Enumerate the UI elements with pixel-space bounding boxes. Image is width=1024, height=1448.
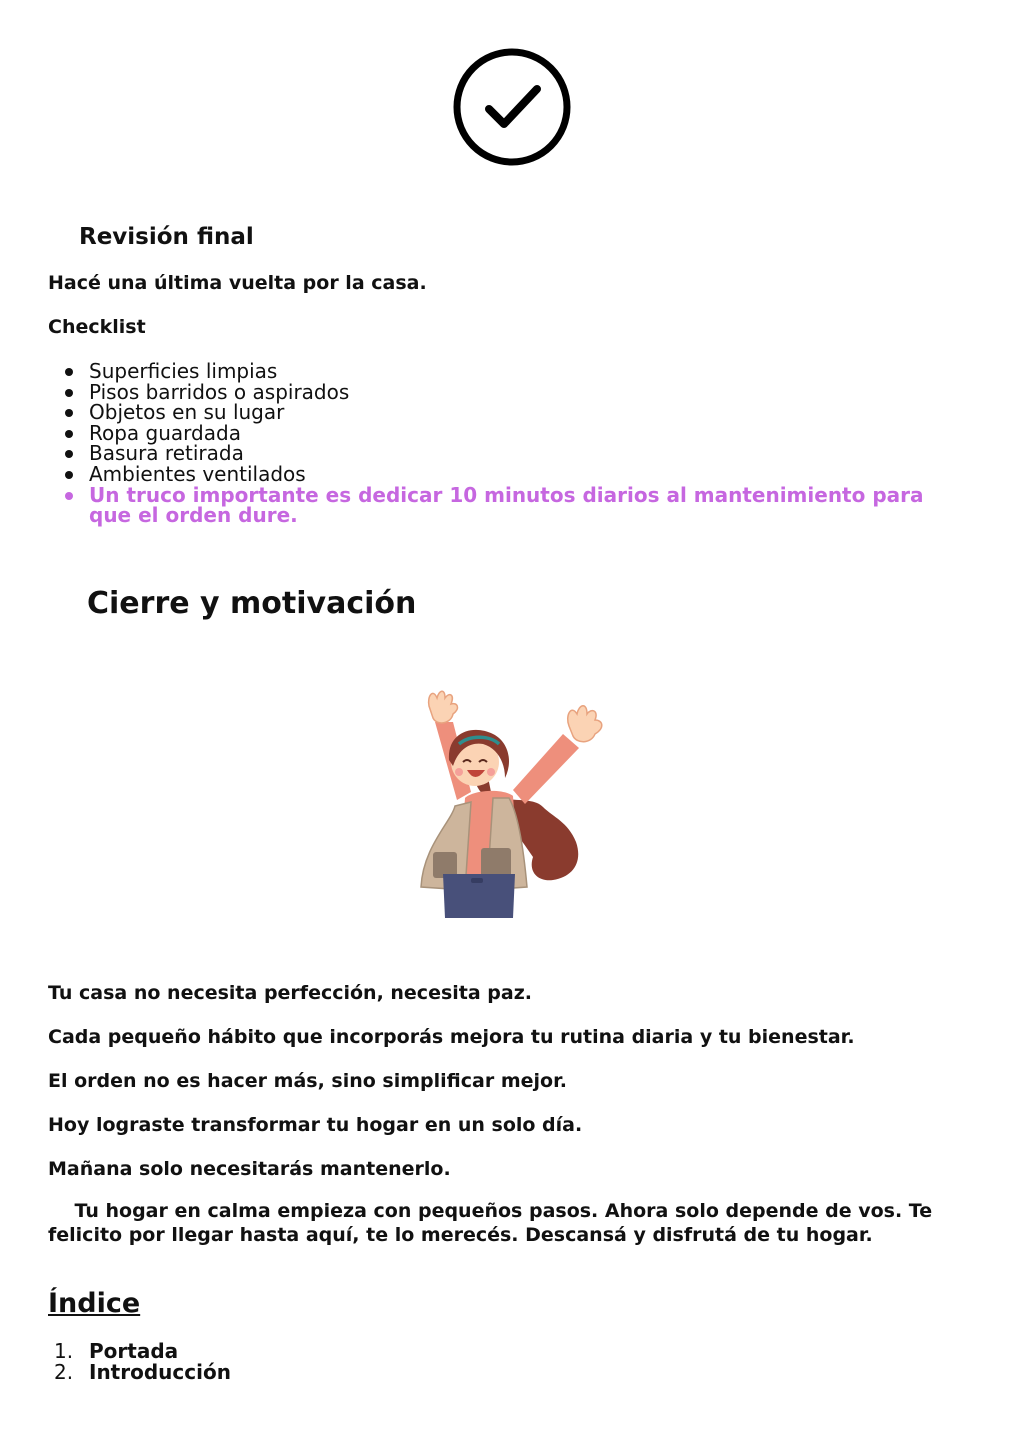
revision-intro: Hacé una última vuelta por la casa.	[48, 272, 427, 294]
index-title: Índice	[48, 1288, 141, 1319]
motivation-paragraph: Tu casa no necesita perfección, necesita paz.	[48, 982, 532, 1004]
list-item: Pisos barridos o aspirados	[62, 382, 962, 403]
list-item: Objetos en su lugar	[62, 402, 962, 423]
section-title-cierre: Cierre y motivación	[87, 586, 417, 621]
closing-paragraph-text: Tu hogar en calma empieza con pequeños pasos. Ahora solo depende de vos. Te felicito por llegar hasta aquí, te lo merecés. Descansá y disfrutá de tu hogar.	[48, 1200, 933, 1246]
section-title-revision: Revisión final	[79, 224, 254, 250]
index-item-label: Portada	[89, 1339, 179, 1363]
list-item: Ambientes ventilados	[62, 464, 962, 485]
checklist	[62, 361, 962, 526]
checklist-title: Checklist	[48, 316, 146, 338]
index-item: 2. Introducción	[54, 1359, 231, 1384]
girl-celebrating-illustration	[413, 682, 613, 920]
closing-paragraph	[48, 1200, 978, 1247]
index-list	[54, 1341, 231, 1382]
check-circle-icon	[452, 47, 572, 167]
list-item: Superficies limpias	[62, 361, 962, 382]
list-item: Ropa guardada	[62, 423, 962, 444]
motivation-paragraph: Mañana solo necesitarás mantenerlo.	[48, 1158, 451, 1180]
index-item-label: Introducción	[89, 1359, 231, 1384]
tip-item: Un truco importante es dedicar 10 minutos diarios al mantenimiento para que el orden dure.	[62, 485, 962, 526]
motivation-paragraph: Hoy lograste transformar tu hogar en un solo día.	[48, 1114, 583, 1136]
list-item: Basura retirada	[62, 443, 962, 464]
motivation-paragraph: Cada pequeño hábito que incorporás mejora tu rutina diaria y tu bienestar.	[48, 1026, 855, 1048]
motivation-paragraph: El orden no es hacer más, sino simplificar mejor.	[48, 1070, 567, 1092]
index-item: 1. Portada	[54, 1339, 179, 1363]
